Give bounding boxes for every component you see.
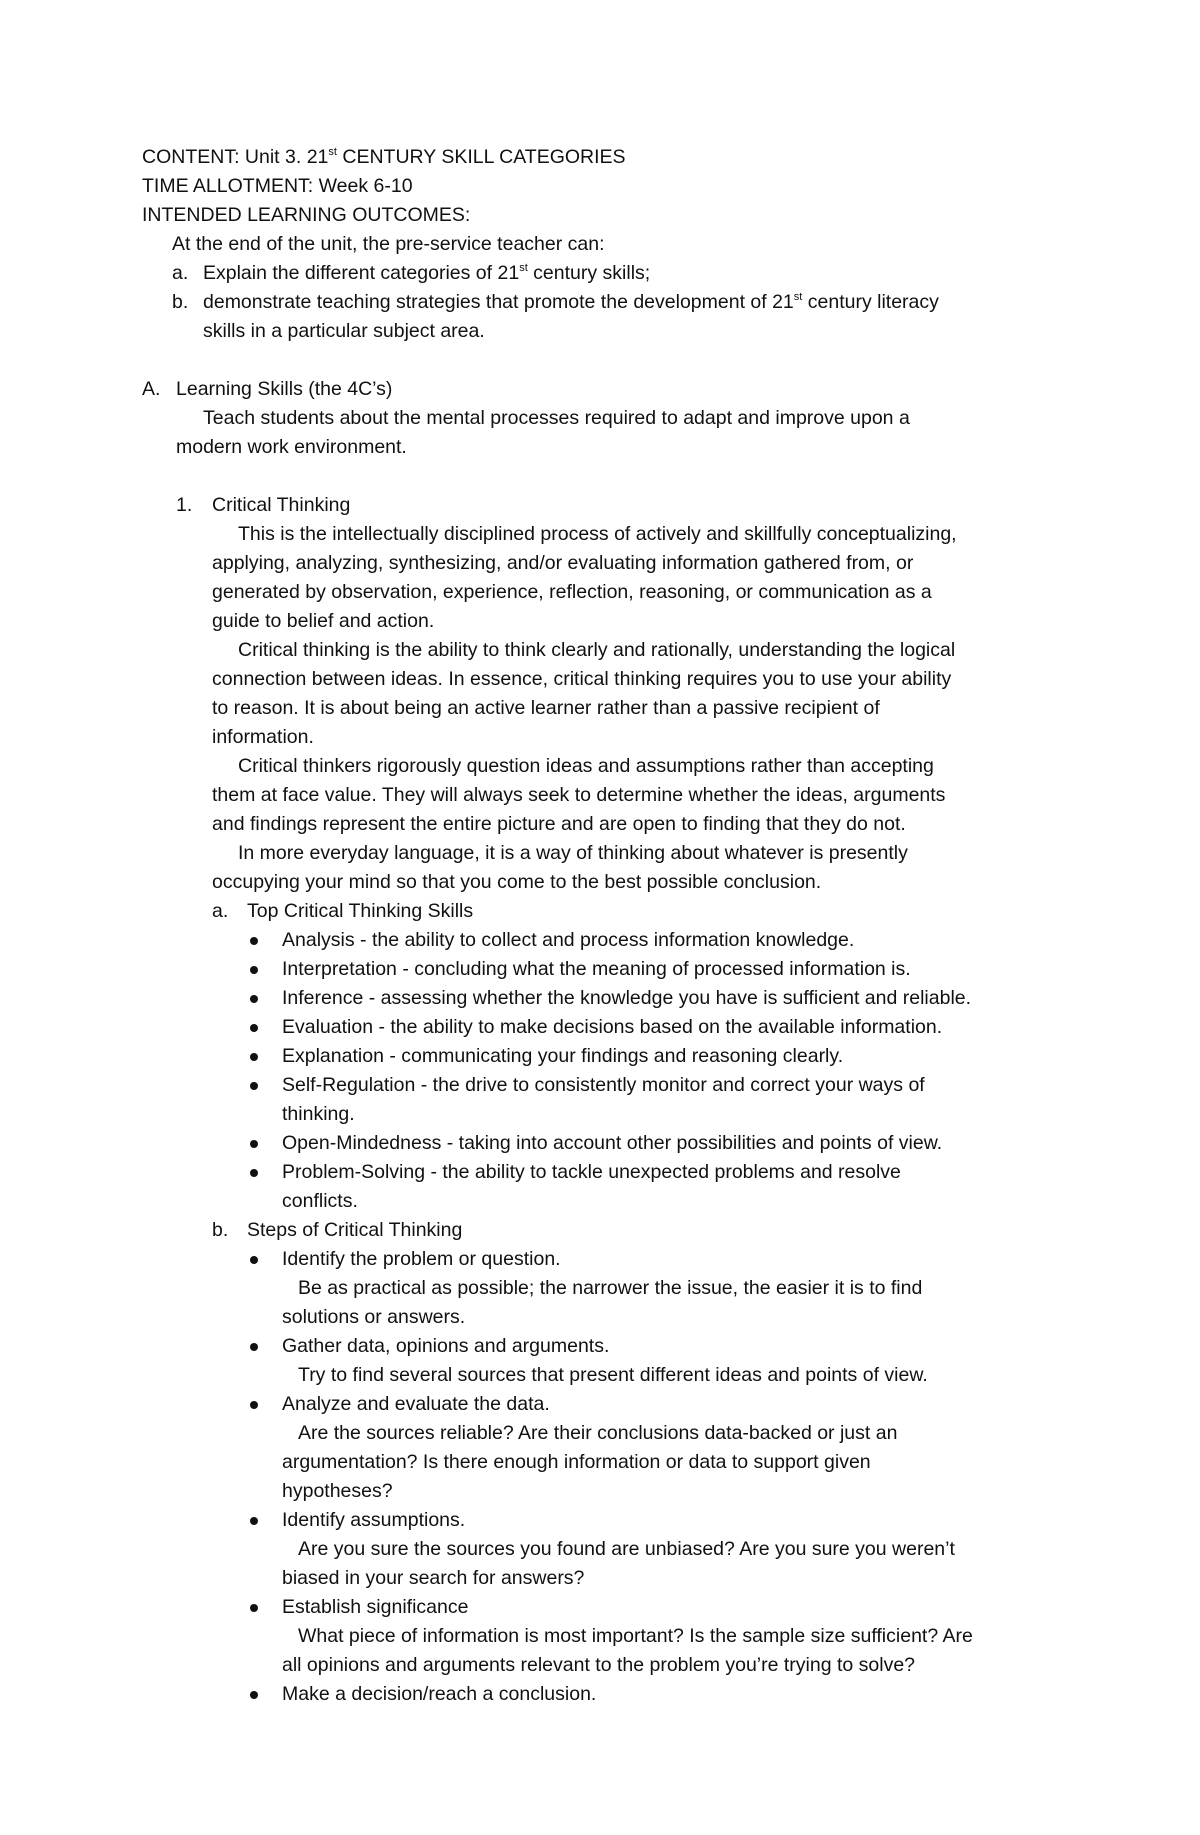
bullet-icon (250, 1604, 258, 1612)
section-a-marker: A. (142, 378, 161, 400)
bullet-icon (250, 1140, 258, 1148)
paragraph-line: Critical thinking is the ability to think clearly and rationally, understanding the logical (238, 639, 956, 661)
critical-thinking-marker: 1. (176, 494, 193, 516)
ilo-heading: INTENDED LEARNING OUTCOMES: (142, 204, 471, 226)
outcome-a-text: Explain the different categories of 21st century skills; (203, 262, 651, 284)
bullet-icon (250, 1082, 258, 1090)
step-item: Analyze and evaluate the data. (282, 1393, 550, 1415)
bullet-icon (250, 937, 258, 945)
step-item: Identify assumptions. (282, 1509, 466, 1531)
outcome-b-marker: b. (172, 291, 189, 313)
section-a-intro-1: Teach students about the mental processes required to adapt and improve upon a (203, 407, 910, 429)
list-item-continuation: conflicts. (282, 1190, 358, 1212)
step-detail: What piece of information is most important? Is the sample size sufficient? Are (298, 1625, 973, 1647)
bullet-icon (250, 1053, 258, 1061)
top-skills-marker: a. (212, 900, 229, 922)
outcome-b-continuation: skills in a particular subject area. (203, 320, 485, 342)
bullet-icon (250, 1169, 258, 1177)
step-detail: solutions or answers. (282, 1306, 466, 1328)
paragraph-line: Critical thinkers rigorously question ideas and assumptions rather than accepting (238, 755, 934, 777)
list-item: Explanation - communicating your findings and reasoning clearly. (282, 1045, 844, 1067)
list-item: Evaluation - the ability to make decisions based on the available information. (282, 1016, 943, 1038)
ilo-intro: At the end of the unit, the pre-service teacher can: (172, 233, 605, 255)
step-detail: hypotheses? (282, 1480, 393, 1502)
time-allotment: TIME ALLOTMENT: Week 6-10 (142, 175, 413, 197)
steps-title: Steps of Critical Thinking (247, 1219, 463, 1241)
list-item: Self-Regulation - the drive to consistently monitor and correct your ways of (282, 1074, 925, 1096)
paragraph-line: generated by observation, experience, reflection, reasoning, or communication as a (212, 581, 932, 603)
paragraph-line: and findings represent the entire picture and are open to finding that they do not. (212, 813, 906, 835)
outcome-b-text: demonstrate teaching strategies that promote the development of 21st century literacy (203, 291, 939, 313)
outcome-a-marker: a. (172, 262, 189, 284)
step-item: Establish significance (282, 1596, 469, 1618)
paragraph-line: connection between ideas. In essence, critical thinking requires you to use your ability (212, 668, 952, 690)
list-item: Interpretation - concluding what the meaning of processed information is. (282, 958, 911, 980)
paragraph-line: them at face value. They will always seek to determine whether the ideas, arguments (212, 784, 946, 806)
list-item-continuation: thinking. (282, 1103, 355, 1125)
critical-thinking-title: Critical Thinking (212, 494, 351, 516)
step-detail: Are you sure the sources you found are unbiased? Are you sure you weren’t (298, 1538, 955, 1560)
list-item: Problem-Solving - the ability to tackle unexpected problems and resolve (282, 1161, 901, 1183)
step-detail: biased in your search for answers? (282, 1567, 585, 1589)
bullet-icon (250, 966, 258, 974)
content-line: CONTENT: Unit 3. 21st CENTURY SKILL CATEGORIES (142, 146, 626, 168)
paragraph-line: to reason. It is about being an active learner rather than a passive recipient of (212, 697, 880, 719)
bullet-icon (250, 1256, 258, 1264)
bullet-icon (250, 1691, 258, 1699)
paragraph-line: occupying your mind so that you come to the best possible conclusion. (212, 871, 822, 893)
step-detail: Try to find several sources that present different ideas and points of view. (298, 1364, 928, 1386)
list-item: Analysis - the ability to collect and process information knowledge. (282, 929, 855, 951)
step-detail: argumentation? Is there enough information or data to support given (282, 1451, 871, 1473)
paragraph-line: This is the intellectually disciplined process of actively and skillfully conceptualizing, (238, 523, 957, 545)
paragraph-line: In more everyday language, it is a way of thinking about whatever is presently (238, 842, 908, 864)
bullet-icon (250, 995, 258, 1003)
step-item: Gather data, opinions and arguments. (282, 1335, 610, 1357)
paragraph-line: applying, analyzing, synthesizing, and/or evaluating information gathered from, or (212, 552, 914, 574)
steps-marker: b. (212, 1219, 229, 1241)
step-item: Identify the problem or question. (282, 1248, 561, 1270)
paragraph-line: guide to belief and action. (212, 610, 435, 632)
bullet-icon (250, 1343, 258, 1351)
paragraph-line: information. (212, 726, 314, 748)
list-item: Open-Mindedness - taking into account other possibilities and points of view. (282, 1132, 943, 1154)
top-skills-title: Top Critical Thinking Skills (247, 900, 474, 922)
list-item: Inference - assessing whether the knowledge you have is sufficient and reliable. (282, 987, 972, 1009)
bullet-icon (250, 1517, 258, 1525)
step-detail: Are the sources reliable? Are their conclusions data-backed or just an (298, 1422, 898, 1444)
section-a-title: Learning Skills (the 4C’s) (176, 378, 393, 400)
step-item: Make a decision/reach a conclusion. (282, 1683, 597, 1705)
step-detail: Be as practical as possible; the narrower the issue, the easier it is to find (298, 1277, 923, 1299)
bullet-icon (250, 1024, 258, 1032)
step-detail: all opinions and arguments relevant to the problem you’re trying to solve? (282, 1654, 916, 1676)
bullet-icon (250, 1401, 258, 1409)
section-a-intro-2: modern work environment. (176, 436, 407, 458)
